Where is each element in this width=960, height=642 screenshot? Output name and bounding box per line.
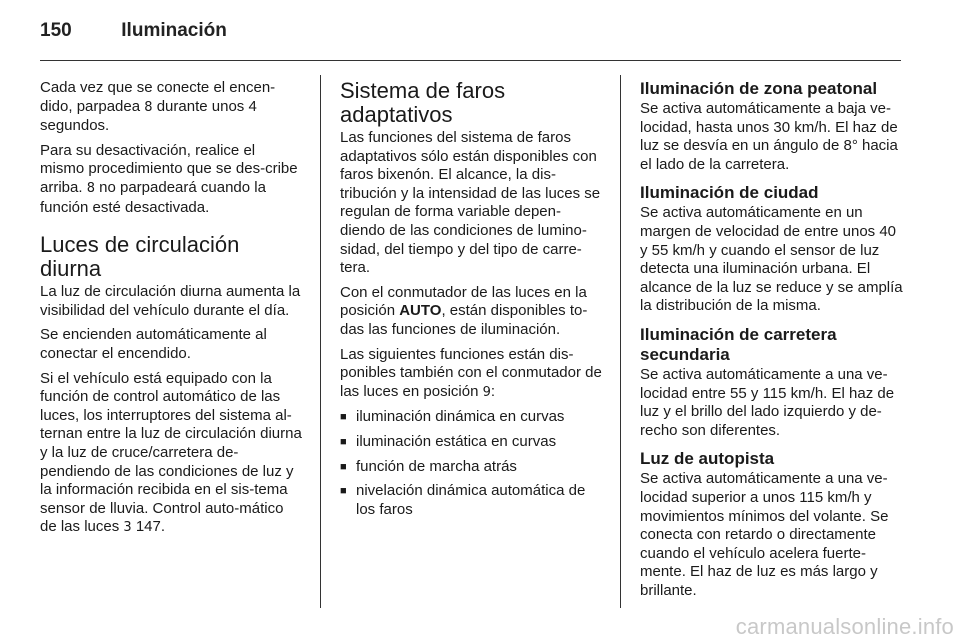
list-item: ■ iluminación dinámica en curvas bbox=[340, 408, 602, 427]
page-title: Iluminación bbox=[121, 20, 227, 41]
paragraph: Cada vez que se conecte el encen-dido, parpadea 8 durante unos 4 segundos. bbox=[40, 79, 276, 135]
low-beam-icon: 9 bbox=[482, 384, 491, 400]
column-2 bbox=[340, 79, 602, 525]
paragraph: Se activa automáticamente a una ve-locidad superior a unos 115 km/h y movimientos mínimos del volante. Se conecta con retardo o directamente cuando el vehículo acelera fuerte-mente. El haz de luz es más largo y brillante. bbox=[640, 470, 889, 599]
list-item: ■ función de marcha atrás bbox=[340, 458, 602, 477]
page-reference-icon: 3 bbox=[123, 520, 132, 536]
subheading-country-road-lighting: Iluminación de carretera secundaria bbox=[640, 324, 837, 364]
subheading-pedestrian-lighting: Iluminación de zona peatonal bbox=[640, 79, 878, 98]
paragraph: Para su desactivación, realice el mismo procedimiento que se des-cribe arriba. 8 no parpadeará cuando la función esté desactivada. bbox=[40, 141, 298, 216]
column-divider-2 bbox=[620, 75, 621, 608]
paragraph: Se activa automáticamente a una ve-locidad entre 55 y 115 km/h. El haz de luz y el brillo del lado izquierdo y de-recho son diferentes. bbox=[640, 365, 895, 439]
paragraph: Las funciones del sistema de faros adaptativos sólo están disponibles con faros bixenón. El alcance, la dis-tribución y la intensidad de las luces se regulan de forma variable depen-diendo de las condiciones de lumino-sidad, del tiempo y del tipo de carre-tera. bbox=[340, 129, 601, 277]
column-divider-1 bbox=[320, 75, 321, 608]
paragraph: La luz de circulación diurna aumenta la visibilidad del vehículo durante el día. bbox=[40, 283, 301, 319]
paragraph: Si el vehículo está equipado con la función de control automático de las luces, los interruptores del sistema al-ternan entre la luz de circulación diurna y la luz de cruce/carretera de-pendiendo de las condiciones de luz y la información recibida en el sis-tema sensor de lluvia. Control auto-mático de las luces 3 147. bbox=[40, 369, 302, 536]
column-1 bbox=[40, 79, 302, 544]
fog-light-indicator-icon: 8 bbox=[86, 180, 95, 196]
section-heading-daytime-lights: Luces de circulación diurna bbox=[40, 232, 240, 282]
subheading-motorway-light: Luz de autopista bbox=[640, 449, 775, 469]
header-rule bbox=[40, 60, 901, 61]
section-heading-adaptive-headlights: Sistema de faros adaptativos bbox=[340, 78, 506, 127]
fog-light-indicator-icon: 8 bbox=[144, 99, 153, 115]
paragraph: Se activa automáticamente a baja ve-locidad, hasta unos 30 km/h. El haz de luz se desvía en un ángulo de 8° hacia el lado de la carretera. bbox=[640, 100, 898, 173]
paragraph: Con el conmutador de las luces en la posición AUTO, están disponibles to-das las funciones de iluminación. bbox=[340, 283, 588, 338]
watermark: carmanualsonline.info bbox=[735, 614, 954, 639]
page-header bbox=[40, 20, 227, 42]
auto-position-label: AUTO bbox=[399, 302, 442, 320]
list-item: ■ nivelación dinámica automática de los faros bbox=[340, 482, 602, 519]
column-3 bbox=[640, 79, 903, 606]
page-number: 150 bbox=[40, 20, 72, 41]
function-list bbox=[340, 408, 602, 519]
paragraph: Las siguientes funciones están dis-ponibles también con el conmutador de las luces en posición 9: bbox=[340, 345, 602, 400]
paragraph: Se activa automáticamente en un margen de velocidad de entre unos 40 y 55 km/h y cuando el sensor de luz detecta una iluminación urbana. El alcance de la luz se reduce y se amplía la distribución de la misma. bbox=[640, 204, 903, 315]
paragraph: Se encienden automáticamente al conectar el encendido. bbox=[40, 326, 267, 362]
list-item: ■ iluminación estática en curvas bbox=[340, 433, 602, 452]
subheading-city-lighting: Iluminación de ciudad bbox=[640, 183, 819, 203]
